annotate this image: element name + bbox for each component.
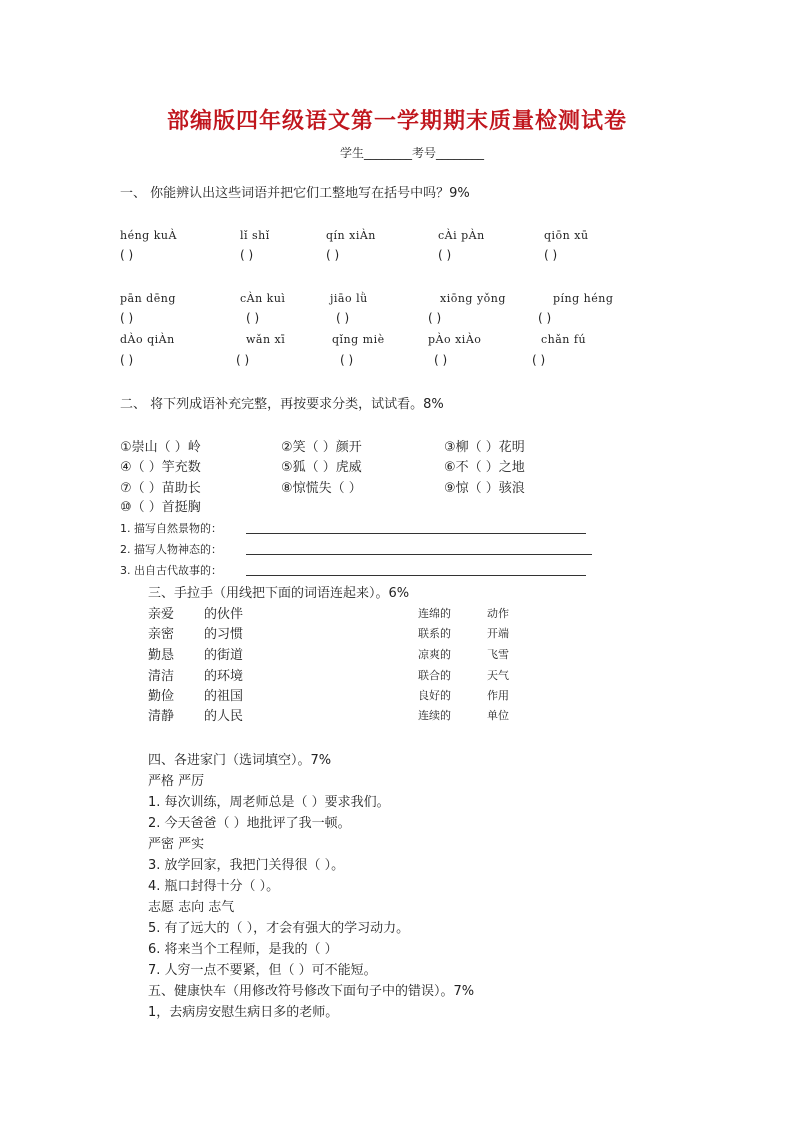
pinyin-item: dÀo qiÀn [120,333,175,346]
classify-label: 2. 描写人物神态的： [120,543,222,556]
answer-bracket[interactable]: ( ) [434,353,448,367]
pinyin-item: xiōng yǒng [440,292,506,305]
match-left-word[interactable]: 的祖国 [204,689,244,704]
pinyin-item: qǐng miè [332,333,385,346]
answer-bracket[interactable]: ( ) [236,353,250,367]
answer-bracket[interactable]: ( ) [326,248,340,262]
match-right-word[interactable]: 作用 [487,689,509,702]
fill-blank-question[interactable]: 3. 放学回家，我把门关得很（ ）。 [148,858,345,873]
answer-bracket[interactable]: ( ) [438,248,452,262]
answer-bracket[interactable]: ( ) [120,248,134,262]
fill-blank-question[interactable]: 7. 人穷一点不要紧，但（ ）可不能短。 [148,963,377,978]
match-right-word[interactable]: 凉爽的 [418,648,451,661]
match-left-word[interactable]: 亲爱 [148,607,175,622]
match-left-word[interactable]: 的人民 [204,709,244,724]
pinyin-item: píng héng [553,292,614,305]
match-right-word[interactable]: 开端 [487,627,509,640]
match-left-word[interactable]: 勤恳 [148,648,175,663]
pinyin-item: qín xiÀn [326,229,376,242]
idiom-item[interactable]: ⑧惊慌失（ ） [281,481,362,496]
fill-blank-question[interactable]: 1. 每次训练，周老师总是（ ）要求我们。 [148,795,390,810]
idiom-item[interactable]: ①崇山（ ）岭 [120,440,201,455]
match-right-word[interactable]: 天气 [487,669,509,682]
idiom-item[interactable]: ⑤狐（ ）虎威 [281,460,362,475]
student-info [340,144,484,161]
fill-blank-question[interactable]: 4. 瓶口封得十分（ ）。 [148,879,280,894]
section-5-heading: 五、健康快车（用修改符号修改下面句子中的错误）。7% [148,984,475,999]
section-2-heading: 二、 将下列成语补充完整，再按要求分类，试试看。8% [120,397,444,412]
pinyin-item: qiōn xū [544,229,589,242]
section-1-heading: 一、 你能辨认出这些词语并把它们工整地写在括号中吗？9% [120,186,470,201]
word-choices: 志愿 志向 志气 [148,900,235,915]
match-left-word[interactable]: 的伙伴 [204,607,244,622]
answer-bracket[interactable]: ( ) [120,353,134,367]
match-left-word[interactable]: 的环境 [204,669,244,684]
answer-bracket[interactable]: ( ) [340,353,354,367]
answer-bracket[interactable]: ( ) [240,248,254,262]
answer-line[interactable] [246,554,592,555]
answer-bracket[interactable]: ( ) [544,248,558,262]
pinyin-item: lǐ shǐ [240,229,270,242]
exam-no-label: 考号 [412,146,437,160]
fill-blank-question[interactable]: 6. 将来当个工程师，是我的（ ） [148,942,338,957]
idiom-item[interactable]: ④（ ）竽充数 [120,460,201,475]
fill-blank-question[interactable]: 2. 今天爸爸（ ）地批评了我一顿。 [148,816,351,831]
match-right-word[interactable]: 联合的 [418,669,451,682]
classify-label: 3. 出自古代故事的： [120,564,222,577]
match-left-word[interactable]: 清静 [148,709,175,724]
match-left-word[interactable]: 的街道 [204,648,244,663]
idiom-item[interactable]: ②笑（ ）颜开 [281,440,362,455]
idiom-item[interactable]: ⑦（ ）苗助长 [120,481,201,496]
pinyin-item: pÀo xiÀo [428,333,482,346]
pinyin-item: cÀi pÀn [438,229,485,242]
answer-bracket[interactable]: ( ) [120,311,134,325]
pinyin-item: wǎn xī [246,333,286,346]
pinyin-item: chǎn fú [541,333,587,346]
answer-bracket[interactable]: ( ) [246,311,260,325]
answer-line[interactable] [246,575,586,576]
pinyin-item: cÀn kuì [240,292,286,305]
match-right-word[interactable]: 动作 [487,607,509,620]
word-choices: 严密 严实 [148,837,205,852]
pinyin-item: pān dēng [120,292,176,305]
answer-line[interactable] [246,533,586,534]
pinyin-item: jiāo lǜ [330,292,368,305]
match-right-word[interactable]: 联系的 [418,627,451,640]
correction-sentence[interactable]: 1，去病房安慰生病日多的老师。 [148,1005,339,1020]
answer-bracket[interactable]: ( ) [538,311,552,325]
match-right-word[interactable]: 连续的 [418,709,451,722]
idiom-item[interactable]: ⑨惊（ ）骇浪 [444,481,525,496]
section-4-heading: 四、各进家门（选词填空）。7% [148,753,332,768]
idiom-item[interactable]: ⑩（ ）首挺胸 [120,500,201,515]
idiom-item[interactable]: ③柳（ ）花明 [444,440,525,455]
student-blank: ________ [364,146,413,160]
match-left-word[interactable]: 勤俭 [148,689,175,704]
answer-bracket[interactable]: ( ) [336,311,350,325]
classify-label: 1. 描写自然景物的： [120,522,222,535]
match-right-word[interactable]: 连绵的 [418,607,451,620]
match-left-word[interactable]: 清洁 [148,669,175,684]
pinyin-item: héng kuÀ [120,229,177,242]
student-label: 学生 [340,146,365,160]
idiom-item[interactable]: ⑥不（ ）之地 [444,460,525,475]
page-title: 部编版四年级语文第一学期期末质量检测试卷 [166,108,627,134]
match-left-word[interactable]: 亲密 [148,627,175,642]
section-3-heading: 三、手拉手（用线把下面的词语连起来）。6% [148,586,410,601]
answer-bracket[interactable]: ( ) [428,311,442,325]
match-right-word[interactable]: 飞雪 [487,648,509,661]
match-right-word[interactable]: 良好的 [418,689,451,702]
answer-bracket[interactable]: ( ) [532,353,546,367]
fill-blank-question[interactable]: 5. 有了远大的（ ），才会有强大的学习动力。 [148,921,410,936]
match-left-word[interactable]: 的习惯 [204,627,244,642]
match-right-word[interactable]: 单位 [487,709,509,722]
exam-no-blank: ________ [436,146,485,160]
word-choices: 严格 严厉 [148,774,205,789]
